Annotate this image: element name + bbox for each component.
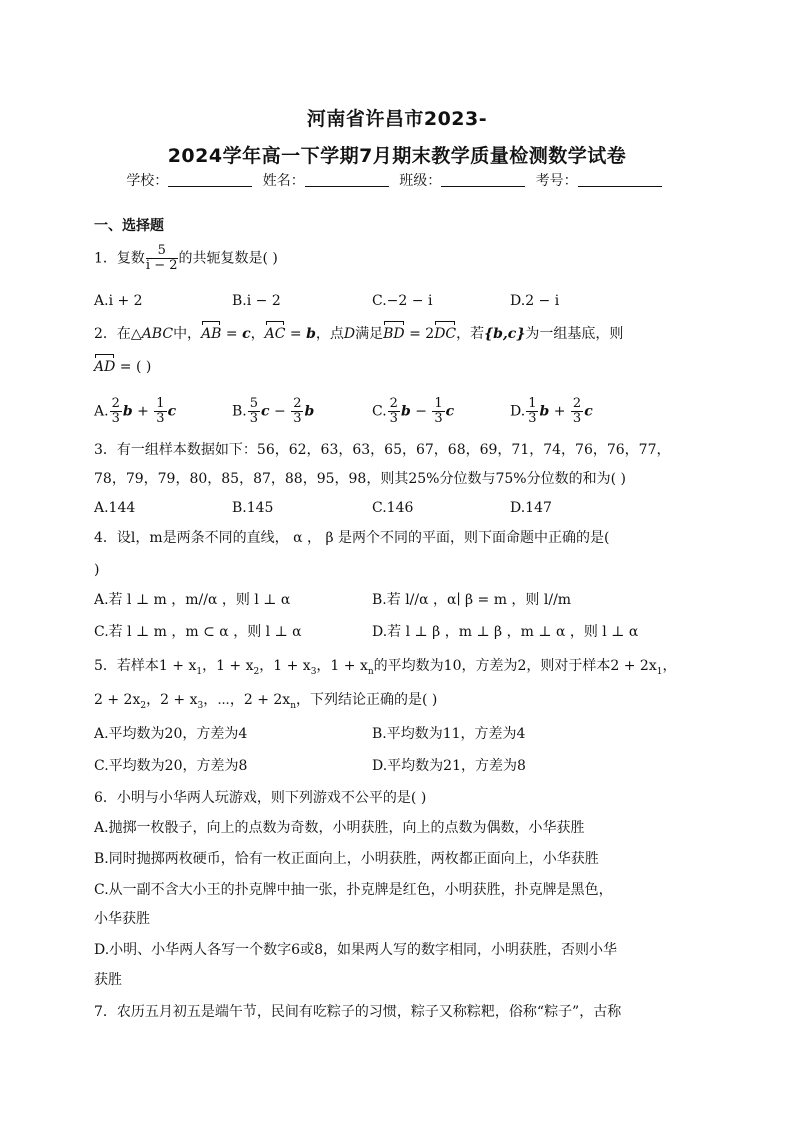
school-label: 学校： [126, 173, 169, 189]
q2-vector-ac: AC [264, 326, 286, 342]
q5-option-c[interactable]: C.平均数为20，方差为8 [94, 758, 248, 774]
q2-eq-2: = [285, 326, 307, 342]
q1-option-c-text: −2 − i [386, 293, 433, 309]
exam-no-label: 考号： [535, 173, 578, 189]
q6-option-a[interactable]: A.抛掷一枚骰子，向上的点数为奇数，小明获胜，向上的点数为偶数，小华获胜 [94, 820, 585, 836]
q2-point-d: D [343, 326, 356, 342]
q2-d-d1: 3 [528, 411, 537, 426]
question-6-stem: 6．小明与小华两人玩游戏，则下列游戏不公平的是( ) [94, 790, 427, 806]
title-line-1: 河南省许昌市2023- [306, 108, 488, 130]
q5-l2s3: n [290, 700, 296, 711]
q2-a-frac-1 [110, 397, 122, 426]
q2-eq-1: = [221, 326, 243, 342]
class-blank[interactable] [441, 172, 525, 187]
question-4-line-2: ) [94, 562, 100, 578]
q4-option-b[interactable]: B.若 l//α ，α∣ β = m ，则 l//m [372, 592, 572, 608]
q6-option-d-cont: 获胜 [94, 972, 122, 988]
section-title: 一、选择题 [94, 218, 164, 234]
q5-t1: 5．若样本1 + x [94, 658, 197, 674]
q5-l2c: ，⋯，2 + 2x [203, 692, 291, 708]
q1-option-c-label: C. [372, 293, 387, 309]
q3-option-d[interactable]: D.147 [510, 500, 552, 516]
q1-denominator: i − 2 [145, 258, 178, 273]
q2-option-d[interactable] [510, 397, 593, 426]
q1-option-b[interactable] [232, 291, 281, 311]
question-1-stem [94, 244, 278, 273]
q2-text-2: 中， [173, 326, 202, 342]
q1-numerator: 5 [146, 244, 178, 259]
q5-option-a[interactable]: A.平均数为20，方差为4 [94, 726, 248, 742]
q2-a-n1: 2 [111, 396, 120, 411]
q1-option-a-label: A. [94, 293, 109, 309]
q5-option-b[interactable]: B.平均数为11，方差为4 [372, 726, 526, 742]
exam-no-blank[interactable] [578, 172, 662, 187]
q1-suffix: 的共轭复数是( ) [178, 250, 278, 267]
q2-d-v1: b [539, 403, 550, 420]
class-label: 班级： [399, 173, 442, 189]
q2-text-8: = ( ) [115, 359, 152, 375]
q5-t4: ，1 + x [316, 658, 368, 674]
q1-option-b-text: i − 2 [246, 293, 281, 309]
q2-text-4: ，点 [315, 326, 344, 342]
q2-option-c[interactable] [372, 397, 454, 426]
q2-d-label: D. [510, 403, 526, 420]
question-5-line-1 [94, 656, 676, 682]
q6-option-c[interactable]: C.从一副不含大小王的扑克牌中抽一张，扑克牌是红色，小明获胜，扑克牌是黑色， [94, 882, 613, 898]
q2-b-d2: 3 [293, 411, 302, 426]
q2-text-6: ，若 [456, 326, 485, 342]
name-label: 姓名： [262, 173, 305, 189]
q5-t2: ，1 + x [202, 658, 254, 674]
q2-c-v1: b [400, 403, 411, 420]
q2-b-v2: b [304, 403, 315, 420]
q2-c-frac-1 [388, 397, 400, 426]
q2-eq-3: = 2 [404, 326, 435, 342]
q2-b-label: B. [232, 403, 247, 420]
q2-a-label: A. [94, 403, 109, 420]
q6-option-d[interactable]: D.小明、小华两人各写一个数字6或8，如果两人写的数字相同，小明获胜，否则小华 [94, 942, 617, 958]
question-5-line-2 [94, 690, 437, 716]
school-blank[interactable] [168, 172, 252, 187]
q2-b-n1: 5 [249, 396, 259, 411]
q2-b-frac-2 [291, 397, 303, 426]
q2-option-b[interactable] [232, 397, 314, 426]
q2-a-d1: 3 [111, 411, 120, 426]
question-2-stem-2 [94, 357, 151, 377]
q2-d-frac-1 [526, 397, 538, 426]
q4-option-a[interactable]: A.若 l ⊥ m ，m//α ，则 l ⊥ α [94, 592, 291, 608]
q2-a-op: + [132, 403, 154, 420]
q5-t6: ， [662, 658, 677, 674]
q4-option-c[interactable]: C.若 l ⊥ m ，m ⊂ α ，则 l ⊥ α [94, 624, 302, 640]
q2-d-op: + [549, 403, 570, 420]
q4-option-d[interactable]: D.若 l ⊥ β ，m ⊥ β ，m ⊥ α ，则 l ⊥ α [372, 624, 639, 640]
q2-a-v2: c [167, 403, 177, 420]
q2-c-v2: c [445, 403, 455, 420]
name-blank[interactable] [305, 172, 389, 187]
q2-d-n2: 2 [572, 396, 582, 411]
q5-s5: 1 [656, 666, 663, 677]
q2-c-frac-2 [432, 397, 444, 426]
question-2-stem [94, 324, 623, 344]
q5-t5: 的平均数为10，方差为2，则对于样本2 + 2x [373, 658, 657, 674]
q5-s2: 2 [253, 666, 260, 677]
q5-s3: 3 [310, 666, 317, 677]
question-7-line-1: 7．农历五月初五是端午节，民间有吃粽子的习惯，粽子又称粽粑，俗称“粽子”，古称 [94, 1004, 622, 1020]
q5-l2d: ，下列结论正确的是( ) [296, 692, 438, 708]
q5-t3: ，1 + x [259, 658, 311, 674]
title-line-2: 2024学年高一下学期7月期末教学质量检测数学试卷 [167, 145, 627, 167]
q5-s4: n [367, 666, 374, 677]
q5-option-d[interactable]: D.平均数为21，方差为8 [372, 758, 526, 774]
q2-vector-ab: AB [201, 326, 222, 342]
q2-vec-b: b [306, 326, 316, 342]
q2-d-v2: c [584, 403, 593, 420]
q5-l2a: 2 + 2x [94, 692, 141, 708]
q2-d-d2: 3 [572, 411, 582, 426]
q1-option-a[interactable] [94, 291, 143, 311]
q2-b-n2: 2 [293, 396, 302, 411]
q2-b-v1: c [261, 403, 270, 420]
question-3-line-1: 3．有一组样本数据如下：56，62，63，63，65，67，68，69，71，74，76，76，77， [94, 442, 671, 458]
q3-option-c[interactable]: C.146 [372, 500, 414, 516]
q2-text-5: 满足 [355, 326, 384, 342]
q2-b-op: − [269, 403, 291, 420]
q2-option-a[interactable] [94, 397, 176, 426]
q2-c-op: − [410, 403, 432, 420]
q6-option-b[interactable]: B.同时抛掷两枚硬币，恰有一枚正面向上，小明获胜，两枚都正面向上，小华获胜 [94, 851, 599, 867]
student-info-row [0, 170, 794, 190]
q2-vec-c: c [242, 326, 251, 342]
q2-d-n1: 1 [528, 396, 537, 411]
q2-c-label: C. [372, 403, 387, 420]
q3-option-b[interactable]: B.145 [232, 500, 274, 516]
q2-c-d1: 3 [389, 411, 398, 426]
q1-option-b-label: B. [232, 293, 247, 309]
q2-a-n2: 1 [156, 396, 165, 411]
question-3-line-2: 78，79，79，80，85，87，88，95，98，则其25%分位数与75%分位数的和为( ) [94, 471, 626, 487]
q2-c-n2: 1 [434, 396, 443, 411]
q5-s1: 1 [196, 666, 203, 677]
q2-basis: {b,c} [484, 326, 526, 342]
q2-b-frac-1 [248, 397, 260, 426]
q1-option-d-text: 2 − i [525, 293, 560, 309]
q2-a-frac-2 [154, 397, 166, 426]
q1-fraction [146, 244, 178, 273]
q2-a-v1: b [122, 403, 133, 420]
q2-c-d2: 3 [434, 411, 443, 426]
q5-l2b: ，2 + x [146, 692, 198, 708]
q2-d-frac-2 [571, 397, 583, 426]
q2-text-7: 为一组基底，则 [525, 326, 624, 342]
q2-vector-bd: BD [383, 326, 405, 342]
q1-prefix: 1．复数 [94, 250, 145, 267]
q6-option-c-cont: 小华获胜 [94, 911, 150, 927]
q1-option-a-text: i + 2 [108, 293, 143, 309]
q2-a-d2: 3 [156, 411, 165, 426]
q2-triangle: ABC [141, 326, 174, 342]
q1-option-d[interactable] [510, 291, 559, 311]
question-4-line-1: 4．设l，m是两条不同的直线， α ， β 是两个不同的平面，则下面命题中正确的是( [94, 530, 610, 546]
q2-vector-dc: DC [434, 326, 457, 342]
q2-vector-ad: AD [94, 359, 116, 375]
q2-text-3: ， [250, 326, 265, 342]
q1-option-c[interactable] [372, 291, 432, 311]
q5-l2s1: 2 [140, 700, 147, 711]
q5-l2s2: 3 [197, 700, 204, 711]
q3-option-a[interactable]: A.144 [94, 500, 136, 516]
q1-option-d-label: D. [510, 293, 526, 309]
q2-text-1: 2．在△ [94, 326, 142, 342]
q2-c-n1: 2 [389, 396, 398, 411]
q2-b-d1: 3 [249, 411, 259, 426]
